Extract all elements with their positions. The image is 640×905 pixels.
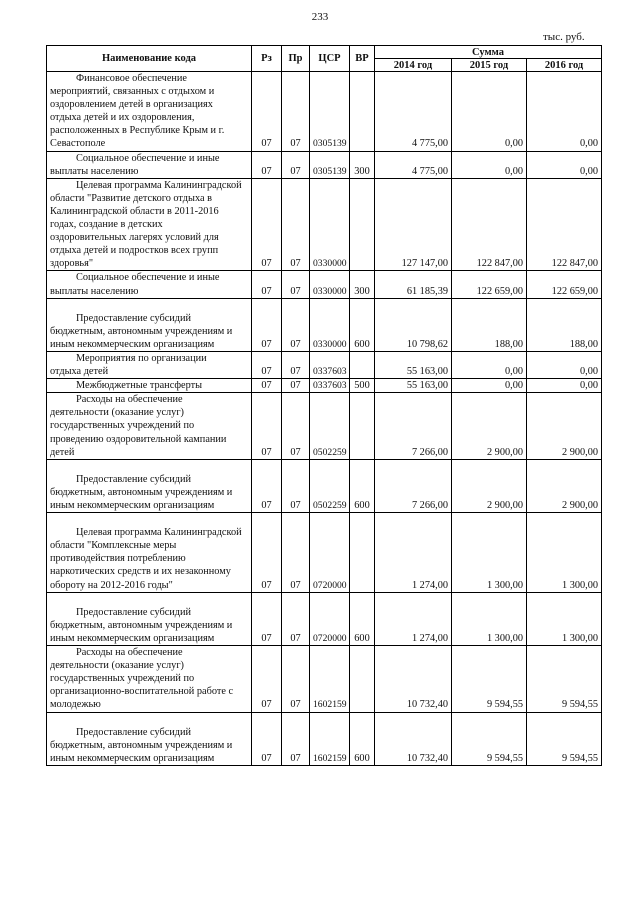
row-vr	[350, 393, 375, 459]
row-pr: 07	[282, 393, 310, 459]
row-name-line: молодежью	[50, 699, 101, 711]
row-rz: 07	[252, 459, 282, 512]
row-sum-2016: 0,00	[527, 72, 602, 152]
row-sum-2014: 7 266,00	[375, 393, 452, 459]
row-name-line	[50, 299, 248, 312]
row-sum-2014: 10 732,40	[375, 712, 452, 765]
row-sum-2014: 55 163,00	[375, 379, 452, 393]
header-vr: ВР	[350, 46, 375, 72]
row-pr: 07	[282, 151, 310, 178]
table-row	[47, 712, 602, 765]
table-row	[47, 646, 602, 712]
row-pr: 07	[282, 712, 310, 765]
row-csr: 0502259	[310, 459, 350, 512]
row-csr: 0502259	[310, 393, 350, 459]
row-name-line: противодействия потреблению	[50, 553, 186, 565]
row-rz: 07	[252, 271, 282, 298]
table-row	[47, 151, 602, 178]
row-sum-2014: 127 147,00	[375, 178, 452, 271]
row-name	[47, 178, 252, 271]
table-row	[47, 351, 602, 378]
header-rz: Рз	[252, 46, 282, 72]
row-csr: 0337603	[310, 351, 350, 378]
row-name-line: деятельности (оказание услуг)	[50, 660, 184, 672]
row-sum-2014: 4 775,00	[375, 72, 452, 152]
row-sum-2016: 122 659,00	[527, 271, 602, 298]
row-pr: 07	[282, 72, 310, 152]
row-pr: 07	[282, 379, 310, 393]
row-name	[47, 646, 252, 712]
table-row	[47, 513, 602, 593]
row-name-line: проведению оздоровительной кампании	[50, 433, 227, 445]
row-sum-2014: 1 274,00	[375, 592, 452, 645]
row-name-line	[50, 713, 248, 726]
row-name-line: иным некоммерческим организациям	[50, 338, 215, 350]
table-row	[47, 178, 602, 271]
row-csr: 0337603	[310, 379, 350, 393]
row-csr: 1602159	[310, 646, 350, 712]
row-vr: 600	[350, 592, 375, 645]
row-vr: 300	[350, 271, 375, 298]
row-sum-2014: 61 185,39	[375, 271, 452, 298]
header-name: Наименование кода	[47, 46, 252, 72]
row-sum-2015: 0,00	[452, 72, 527, 152]
table-row	[47, 379, 602, 393]
header-sum: Сумма	[375, 46, 602, 59]
row-rz: 07	[252, 393, 282, 459]
row-name-line: Предоставление субсидий	[76, 726, 192, 738]
row-sum-2014: 10 798,62	[375, 298, 452, 351]
row-vr	[350, 72, 375, 152]
row-name	[47, 151, 252, 178]
row-sum-2014: 55 163,00	[375, 351, 452, 378]
row-name-line: отдыха детей и их оздоровления,	[50, 112, 195, 124]
row-name	[47, 379, 252, 393]
row-vr: 600	[350, 712, 375, 765]
row-name-line	[50, 593, 248, 606]
row-sum-2014: 7 266,00	[375, 459, 452, 512]
row-pr: 07	[282, 271, 310, 298]
header-year-2014: 2014 год	[375, 59, 452, 72]
row-name-line: иным некоммерческим организациям	[50, 752, 215, 764]
row-name-line: Межбюджетные трансферты	[76, 380, 203, 392]
row-vr	[350, 646, 375, 712]
row-name-line: Предоставление субсидий	[76, 473, 192, 485]
row-name	[47, 712, 252, 765]
row-name-line	[50, 513, 248, 526]
row-name-line: мероприятий, связанных с отдыхом и	[50, 86, 215, 98]
row-pr: 07	[282, 459, 310, 512]
row-name-line: Социальное обеспечение и иные	[76, 152, 220, 164]
row-rz: 07	[252, 379, 282, 393]
row-pr: 07	[282, 592, 310, 645]
table-row	[47, 298, 602, 351]
row-vr: 500	[350, 379, 375, 393]
row-name-line: бюджетным, автономным учреждениям и	[50, 325, 233, 337]
row-sum-2016: 0,00	[527, 379, 602, 393]
row-name-line: годах, создание в детских	[50, 219, 163, 231]
row-rz: 07	[252, 151, 282, 178]
row-rz: 07	[252, 298, 282, 351]
row-pr: 07	[282, 178, 310, 271]
row-sum-2015: 9 594,55	[452, 646, 527, 712]
row-sum-2016: 0,00	[527, 351, 602, 378]
row-csr: 0330000	[310, 178, 350, 271]
row-sum-2016: 2 900,00	[527, 393, 602, 459]
row-name-line: Финансовое обеспечение	[76, 73, 187, 84]
row-sum-2014: 1 274,00	[375, 513, 452, 593]
row-name-line: бюджетным, автономным учреждениям и	[50, 486, 233, 498]
row-name-line: Целевая программа Калининградской	[76, 527, 242, 539]
row-sum-2015: 2 900,00	[452, 393, 527, 459]
row-name-line: иным некоммерческим организациям	[50, 632, 215, 644]
row-name-line: Предоставление субсидий	[76, 606, 192, 618]
row-name-line: Калининградской области в 2011-2016	[50, 205, 219, 217]
row-pr: 07	[282, 298, 310, 351]
row-name-line: отдыха детей и подростков всех групп	[50, 245, 219, 257]
row-name-line: области "Развитие детского отдыха в	[50, 192, 212, 204]
row-csr: 0330000	[310, 298, 350, 351]
row-sum-2015: 1 300,00	[452, 592, 527, 645]
row-sum-2016: 9 594,55	[527, 646, 602, 712]
row-name-line: детей	[50, 446, 75, 458]
row-name-line: Целевая программа Калининградской	[76, 179, 242, 191]
row-name-line: оздоровительных лагерях условий для	[50, 232, 219, 244]
row-sum-2015: 0,00	[452, 151, 527, 178]
row-csr: 0305139	[310, 151, 350, 178]
row-sum-2016: 188,00	[527, 298, 602, 351]
row-name-line: здоровья"	[50, 258, 94, 270]
header-csr: ЦСР	[310, 46, 350, 72]
budget-table	[46, 45, 602, 766]
row-rz: 07	[252, 592, 282, 645]
row-sum-2016: 2 900,00	[527, 459, 602, 512]
row-name-line: отдыха детей	[50, 366, 109, 378]
row-name-line: обороту на 2012-2016 годы"	[50, 579, 173, 591]
row-vr: 600	[350, 459, 375, 512]
row-csr: 0305139	[310, 72, 350, 152]
row-sum-2014: 10 732,40	[375, 646, 452, 712]
row-name-line: Расходы на обеспечение	[76, 647, 183, 659]
row-name	[47, 393, 252, 459]
row-name-line: организационно-воспитательной работе с	[50, 686, 234, 698]
row-pr: 07	[282, 513, 310, 593]
table-row	[47, 393, 602, 459]
row-vr: 600	[350, 298, 375, 351]
row-name-line: деятельности (оказание услуг)	[50, 407, 184, 419]
row-name-line: выплаты населению	[50, 285, 139, 297]
row-name-line: наркотических средств и их незаконному	[50, 566, 231, 578]
row-name-line: Расходы на обеспечение	[76, 394, 183, 406]
header-year-2016: 2016 год	[527, 59, 602, 72]
row-sum-2014: 4 775,00	[375, 151, 452, 178]
row-name	[47, 351, 252, 378]
row-sum-2016: 1 300,00	[527, 592, 602, 645]
row-sum-2016: 0,00	[527, 151, 602, 178]
table-row	[47, 459, 602, 512]
row-name-line: Мероприятия по организации	[76, 352, 207, 364]
row-sum-2015: 1 300,00	[452, 513, 527, 593]
row-name-line: Социальное обеспечение и иные	[76, 272, 220, 284]
row-sum-2016: 9 594,55	[527, 712, 602, 765]
row-rz: 07	[252, 72, 282, 152]
row-rz: 07	[252, 513, 282, 593]
row-sum-2015: 9 594,55	[452, 712, 527, 765]
row-sum-2016: 122 847,00	[527, 178, 602, 271]
row-sum-2015: 0,00	[452, 379, 527, 393]
row-name-line: бюджетным, автономным учреждениям и	[50, 739, 233, 751]
row-name-line: области "Комплексные меры	[50, 540, 177, 552]
table-row	[47, 592, 602, 645]
row-pr: 07	[282, 351, 310, 378]
row-name	[47, 513, 252, 593]
row-rz: 07	[252, 178, 282, 271]
row-sum-2015: 2 900,00	[452, 459, 527, 512]
row-vr	[350, 351, 375, 378]
row-name-line: Предоставление субсидий	[76, 312, 192, 324]
row-vr	[350, 178, 375, 271]
row-rz: 07	[252, 351, 282, 378]
row-vr: 300	[350, 151, 375, 178]
row-csr: 0330000	[310, 271, 350, 298]
row-name-line: Севастополе	[50, 138, 106, 150]
row-sum-2016: 1 300,00	[527, 513, 602, 593]
row-name-line: государственных учреждений по	[50, 420, 195, 432]
row-name-line: расположенных в Республике Крым и г.	[50, 125, 225, 137]
table-row	[47, 72, 602, 152]
row-name-line	[50, 460, 248, 473]
row-pr: 07	[282, 646, 310, 712]
row-csr: 0720000	[310, 592, 350, 645]
header-year-2015: 2015 год	[452, 59, 527, 72]
row-csr: 0720000	[310, 513, 350, 593]
row-name	[47, 271, 252, 298]
row-rz: 07	[252, 712, 282, 765]
row-name-line: оздоровлением детей в организациях	[50, 99, 213, 111]
row-sum-2015: 122 659,00	[452, 271, 527, 298]
row-name	[47, 592, 252, 645]
table-row	[47, 271, 602, 298]
row-name-line: выплаты населению	[50, 165, 139, 177]
row-sum-2015: 0,00	[452, 351, 527, 378]
units-label: тыс. руб.	[543, 31, 585, 43]
row-name	[47, 298, 252, 351]
row-name	[47, 459, 252, 512]
table-body	[47, 72, 602, 766]
row-name-line: государственных учреждений по	[50, 673, 195, 685]
row-csr: 1602159	[310, 712, 350, 765]
row-name-line: бюджетным, автономным учреждениям и	[50, 619, 233, 631]
page-number: 233	[311, 11, 329, 23]
row-name	[47, 72, 252, 152]
row-rz: 07	[252, 646, 282, 712]
row-name-line: иным некоммерческим организациям	[50, 500, 215, 511]
row-sum-2015: 188,00	[452, 298, 527, 351]
row-sum-2015: 122 847,00	[452, 178, 527, 271]
header-pr: Пр	[282, 46, 310, 72]
row-vr	[350, 513, 375, 593]
